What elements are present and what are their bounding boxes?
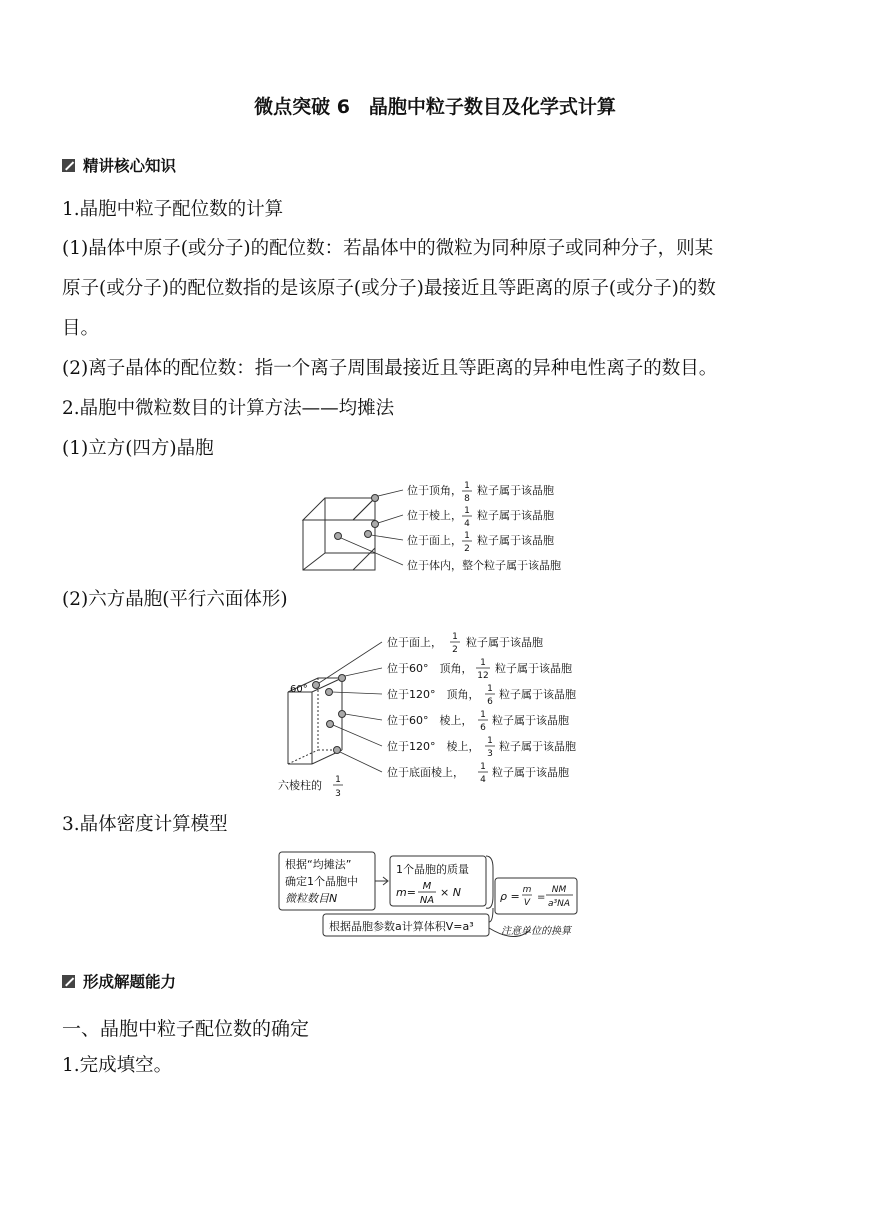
- paragraph: (1)立方(四方)晶胞: [62, 438, 214, 459]
- box1-line: 微粒数目N: [285, 892, 338, 905]
- pencil-box-icon: [62, 975, 75, 988]
- frac-num: m: [522, 885, 532, 895]
- frac-num: 1: [464, 531, 470, 541]
- fig1-label-edge: 位于棱上，: [407, 509, 462, 522]
- fig1-label-tail: 粒子属于该晶胞: [477, 484, 554, 497]
- box2-tail: × N: [440, 886, 461, 899]
- fig2-label-tail: 粒子属于该晶胞: [499, 688, 576, 701]
- frac-num: 1: [452, 632, 458, 642]
- frac-num: NM: [551, 885, 567, 895]
- section-header-ability: [62, 970, 176, 992]
- frac-den: 12: [477, 671, 489, 681]
- fig2-label: 位于60° 棱上，: [387, 714, 473, 727]
- subsection-heading: 一、晶胞中粒子配位数的确定: [62, 1018, 310, 1040]
- unit-note: 注意单位的换算: [501, 926, 571, 937]
- frac-den: 8: [464, 494, 470, 504]
- frac-num: 1: [464, 481, 470, 491]
- fig2-label: 位于120° 棱上，: [387, 740, 480, 753]
- paragraph: 原子(或分子)的配位数指的是该原子(或分子)最接近且等距离的原子(或分子)的数: [62, 278, 716, 299]
- pencil-box-icon: [62, 159, 75, 172]
- frac-den: a³NA: [547, 899, 571, 909]
- frac-num: M: [422, 881, 432, 892]
- fig2-label: 位于底面棱上，: [387, 766, 464, 779]
- frac-den: 3: [487, 749, 493, 759]
- frac-den: 3: [335, 789, 341, 799]
- paragraph: 1.晶胞中粒子配位数的计算: [62, 199, 284, 220]
- fig2-label-tail: 粒子属于该晶胞: [499, 740, 576, 753]
- section-label: 精讲核心知识: [83, 157, 177, 175]
- box1-line: 确定1个晶胞中: [285, 875, 358, 888]
- frac-num: 1: [480, 762, 486, 772]
- fig2-label: 位于120° 顶角，: [387, 688, 480, 701]
- fig1-label-face: 位于面上，: [407, 534, 462, 547]
- box2-m: m=: [396, 886, 416, 899]
- paragraph: 目。: [62, 318, 100, 339]
- fig2-label-tail: 粒子属于该晶胞: [492, 766, 569, 779]
- frac-den: 2: [452, 645, 458, 655]
- fig1-label-corner: 位于顶角，: [407, 484, 462, 497]
- paragraph: 3.晶体密度计算模型: [62, 814, 228, 835]
- fig2-label-tail: 粒子属于该晶胞: [466, 636, 543, 649]
- section-header-knowledge: [62, 154, 176, 176]
- density-model-figure: [275, 848, 595, 948]
- fig2-label-tail: 粒子属于该晶胞: [495, 662, 572, 675]
- fig2-label-tail: 粒子属于该晶胞: [492, 714, 569, 727]
- section-label: 形成解题能力: [83, 973, 177, 991]
- fig1-label-tail: 粒子属于该晶胞: [477, 534, 554, 547]
- fig2-label: 位于面上，: [387, 636, 442, 649]
- frac-den: 2: [464, 544, 470, 554]
- frac-num: 1: [480, 710, 486, 720]
- paragraph: 1.完成填空。: [62, 1055, 173, 1076]
- frac-den: V: [523, 898, 531, 908]
- hexagonal-cell-figure: [270, 626, 600, 806]
- box2-title: 1个晶胞的质量: [396, 863, 469, 876]
- paragraph: (2)离子晶体的配位数：指一个离子周围最接近且等距离的异种电性离子的数目。: [62, 358, 718, 379]
- frac-den: 6: [480, 723, 486, 733]
- frac-num: 1: [480, 658, 486, 668]
- cubic-cell-figure: [295, 478, 585, 578]
- page-title: 微点突破 6 晶胞中粒子数目及化学式计算: [254, 96, 616, 118]
- frac-den: 4: [464, 519, 470, 529]
- angle-label: 60°: [290, 684, 308, 695]
- svg-text:=: =: [537, 892, 546, 903]
- frac-den: 6: [487, 697, 493, 707]
- frac-den: 4: [480, 775, 486, 785]
- frac-num: 1: [464, 506, 470, 516]
- frac-num: 1: [487, 684, 493, 694]
- fig1-label-body: 位于体内，整个粒子属于该晶胞: [407, 559, 561, 572]
- frac-num: 1: [487, 736, 493, 746]
- box1-line: 根据“均摊法”: [285, 858, 352, 871]
- box4-label: 根据晶胞参数a计算体积V=a³: [329, 920, 474, 933]
- frac-den: NA: [419, 895, 435, 906]
- fig2-label: 位于60° 顶角，: [387, 662, 473, 675]
- paragraph: (2)六方晶胞(平行六面体形): [62, 589, 288, 610]
- box3-rho: ρ =: [500, 890, 520, 903]
- fig2-bottom-label: 六棱柱的: [278, 779, 322, 792]
- frac-num: 1: [335, 775, 341, 785]
- fig1-label-tail: 粒子属于该晶胞: [477, 509, 554, 522]
- paragraph: (1)晶体中原子(或分子)的配位数：若晶体中的微粒为同种原子或同种分子，则某: [62, 238, 714, 259]
- paragraph: 2.晶胞中微粒数目的计算方法——均摊法: [62, 398, 395, 419]
